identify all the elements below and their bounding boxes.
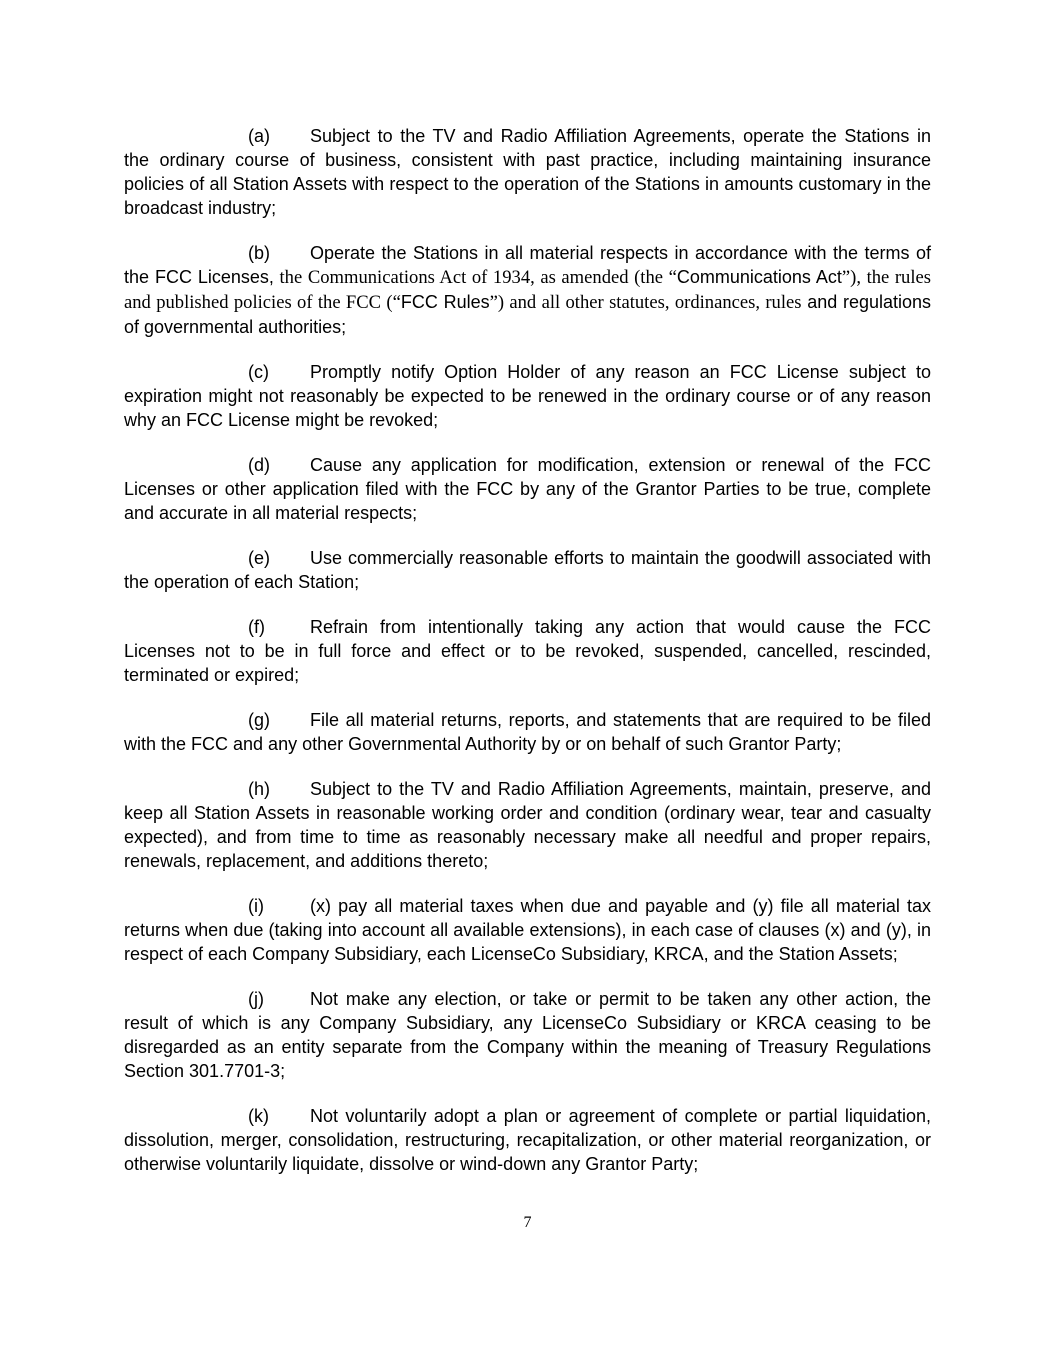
clause-label: (j)	[248, 989, 264, 1009]
defined-term: FCC Rules	[400, 292, 490, 312]
clause-h	[124, 777, 931, 873]
clause-text: the Communications Act of 1934, as amended (the “	[273, 267, 677, 288]
clause-j	[124, 987, 931, 1083]
clause-label: (h)	[248, 779, 270, 799]
clause-text: Refrain from intentionally taking any action that would cause the FCC Licenses not to be in full force and effect or to be revoked, suspended, cancelled, rescinded, terminated or expired;	[124, 617, 931, 685]
clause-a	[124, 124, 931, 220]
page-number: 7	[523, 1214, 532, 1231]
clause-k	[124, 1104, 931, 1176]
clause-text: Operate the Stations in all material respects in accordance with the terms of the FCC Licenses,	[124, 243, 931, 287]
clause-label: (c)	[248, 362, 269, 382]
clause-g	[124, 708, 931, 756]
clause-text: Subject to the TV and Radio Affiliation Agreements, maintain, preserve, and keep all Station Assets in reasonable working order and condition (ordinary wear, tear and casualty expected), and from time to time as reasonably necessary make all needful and proper repairs, renewals, replacement, and additions thereto;	[124, 779, 931, 871]
clause-text: Use commercially reasonable efforts to maintain the goodwill associated with the operation of each Station;	[124, 548, 931, 592]
clause-text: Promptly notify Option Holder of any reason an FCC License subject to expiration might not reasonably be expected to be renewed in the ordinary course or of any reason why an FCC License might be revoked;	[124, 362, 931, 430]
defined-term: Communications Act	[676, 267, 842, 287]
clause-f	[124, 615, 931, 687]
clause-label: (e)	[248, 548, 270, 568]
clause-d	[124, 453, 931, 525]
clause-i	[124, 894, 931, 966]
clause-text: ”), the rules and published policies of the FCC (“	[124, 267, 932, 313]
clause-label: (b)	[248, 243, 270, 263]
document-page	[124, 124, 931, 1197]
clause-text: (x) pay all material taxes when due and payable and (y) file all material tax returns when due (taking into account all available extensions), in each case of clauses (x) and (y), in respect of each Company Subsidiary, each LicenseCo Subsidiary, KRCA, and the Station Assets;	[124, 896, 931, 964]
clause-label: (k)	[248, 1106, 269, 1126]
clause-text: Cause any application for modification, extension or renewal of the FCC Licenses or other application filed with the FCC by any of the Grantor Parties to be true, complete and accurate in all material respects;	[124, 455, 931, 523]
clause-c	[124, 360, 931, 432]
clause-text: ”) and all other statutes, ordinances, rules	[489, 292, 802, 313]
clause-label: (a)	[248, 126, 270, 146]
clause-label: (f)	[248, 617, 265, 637]
clause-label: (g)	[248, 710, 270, 730]
clause-text: File all material returns, reports, and statements that are required to be filed with the FCC and any other Governmental Authority by or on behalf of such Grantor Party;	[124, 710, 931, 754]
clause-text: Not voluntarily adopt a plan or agreement of complete or partial liquidation, dissolution, merger, consolidation, restructuring, recapitalization, or other material reorganization, or otherwise voluntarily liquidate, dissolve or wind-down any Grantor Party;	[124, 1106, 931, 1174]
clause-label: (i)	[248, 896, 264, 916]
clause-text: Subject to the TV and Radio Affiliation Agreements, operate the Stations in the ordinary course of business, consistent with past practice, including maintaining insurance policies of all Station Assets with respect to the operation of the Stations in amounts customary in the broadcast industry;	[124, 126, 931, 218]
clause-text: Not make any election, or take or permit to be taken any other action, the result of which is any Company Subsidiary, any LicenseCo Subsidiary or KRCA ceasing to be disregarded as an entity separate from the Company within the meaning of Treasury Regulations Section 301.7701-3;	[124, 989, 931, 1081]
clause-label: (d)	[248, 455, 270, 475]
clause-text: and regulations of governmental authorities;	[124, 292, 932, 337]
clause-e	[124, 546, 931, 594]
clause-b	[124, 241, 931, 339]
